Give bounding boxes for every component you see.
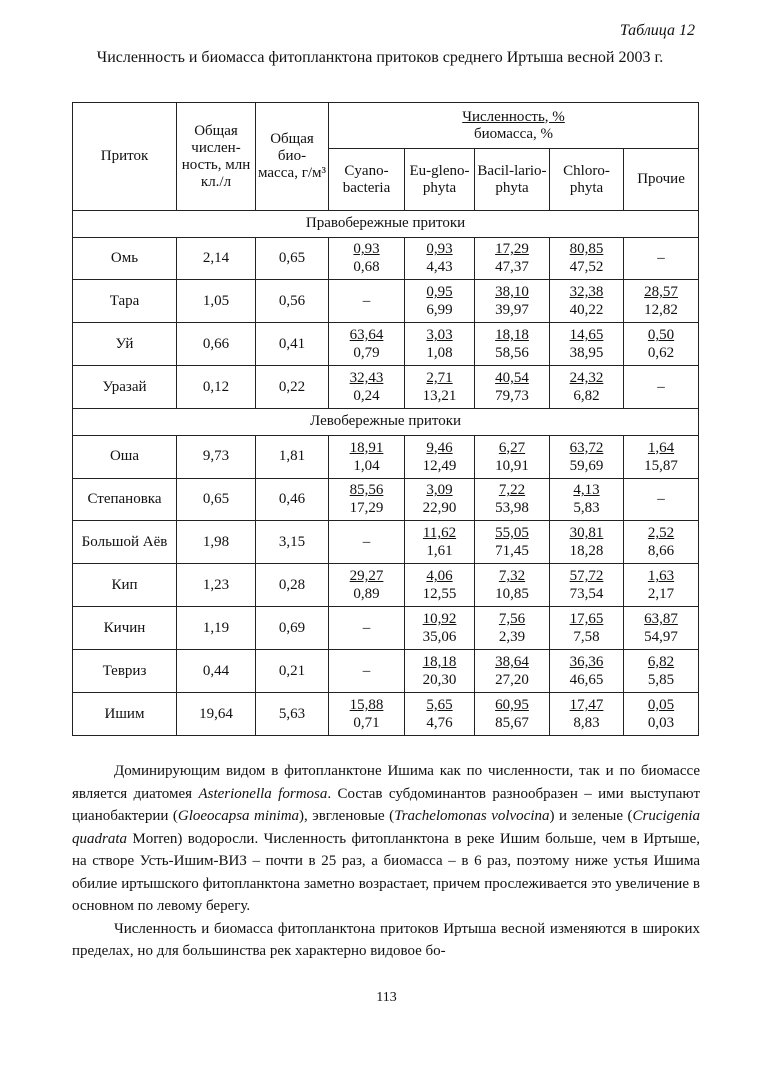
species-name: Gloeocapsa minima xyxy=(177,808,300,824)
value-abundance-percent: 32,43 xyxy=(349,370,384,387)
value-abundance-percent: 2,71 xyxy=(426,370,453,387)
value-abundance-percent: 17,29 xyxy=(495,241,529,258)
cell-bacil xyxy=(475,323,550,366)
cell-river: Уразай xyxy=(73,366,177,409)
value-biomass-percent: 0,62 xyxy=(647,345,675,362)
value-biomass-percent: 0,79 xyxy=(353,345,380,362)
cell-abundance: 0,12 xyxy=(177,366,256,409)
cell-abundance: 2,14 xyxy=(177,237,256,280)
header-group-abundance: Численность, % xyxy=(462,108,565,125)
header-biomass: Общая био-масса, г/м³ xyxy=(256,103,329,211)
value-abundance-percent: 9,46 xyxy=(426,439,453,456)
value-biomass-percent: 18,28 xyxy=(569,543,604,560)
cell-cyano xyxy=(329,435,405,478)
value-biomass-percent: 0,89 xyxy=(353,586,380,603)
cell-river: Уй xyxy=(73,323,177,366)
cell-biomass: 0,41 xyxy=(256,323,329,366)
value-abundance-percent: 18,91 xyxy=(349,439,384,456)
value-abundance-percent: 0,93 xyxy=(426,241,453,258)
header-percent-group xyxy=(329,103,699,149)
header-river: Приток xyxy=(73,103,177,211)
value-biomass-percent: 8,83 xyxy=(573,715,600,731)
cell-other xyxy=(624,693,699,736)
cell-biomass: 3,15 xyxy=(256,521,329,564)
value-biomass-percent: 38,95 xyxy=(569,345,604,362)
value-biomass-percent: 5,85 xyxy=(647,672,675,689)
table-row xyxy=(73,607,699,650)
cell-biomass: 0,65 xyxy=(256,237,329,280)
value-biomass-percent: 54,97 xyxy=(644,629,678,646)
cell-eugl xyxy=(405,607,475,650)
cell-other xyxy=(624,650,699,693)
value-abundance-percent: 28,57 xyxy=(644,284,678,301)
cell-cyano: – xyxy=(329,607,405,650)
value-abundance-percent: 3,03 xyxy=(426,327,453,344)
value-biomass-percent: 6,82 xyxy=(573,388,600,405)
cell-eugl xyxy=(405,323,475,366)
cell-other: – xyxy=(624,366,699,409)
cell-bacil xyxy=(475,280,550,323)
cell-cyano: – xyxy=(329,280,405,323)
cell-river: Большой Аёв xyxy=(73,521,177,564)
cell-abundance: 1,23 xyxy=(177,564,256,607)
cell-abundance: 1,98 xyxy=(177,521,256,564)
cell-biomass: 0,28 xyxy=(256,564,329,607)
cell-chlor xyxy=(550,564,624,607)
value-abundance-percent: 17,47 xyxy=(569,697,604,713)
cell-river: Ишим xyxy=(73,693,177,736)
value-abundance-percent: 6,27 xyxy=(498,439,526,456)
cell-cyano xyxy=(329,323,405,366)
table-row xyxy=(73,366,699,409)
value-abundance-percent: 63,87 xyxy=(644,611,678,628)
cell-chlor xyxy=(550,650,624,693)
cell-bacil xyxy=(475,693,550,736)
value-abundance-percent: 14,65 xyxy=(569,327,604,344)
cell-eugl xyxy=(405,650,475,693)
table-row xyxy=(73,650,699,693)
value-abundance-percent: 15,88 xyxy=(349,697,384,713)
cell-cyano: – xyxy=(329,650,405,693)
table-caption: Численность и биомасса фитопланктона притоков среднего Иртыша весной 2003 г. xyxy=(96,49,664,66)
cell-river: Тара xyxy=(73,280,177,323)
cell-biomass: 0,69 xyxy=(256,607,329,650)
value-biomass-percent: 0,03 xyxy=(647,715,675,731)
body-text xyxy=(72,760,700,963)
value-abundance-percent: 7,22 xyxy=(498,482,526,499)
cell-eugl xyxy=(405,435,475,478)
value-abundance-percent: 4,13 xyxy=(573,482,600,499)
cell-bacil xyxy=(475,478,550,521)
value-biomass-percent: 22,90 xyxy=(422,500,457,517)
value-biomass-percent: 6,99 xyxy=(426,302,453,319)
header-abundance: Общая числен-ность, млн кл./л xyxy=(177,103,256,211)
value-abundance-percent: 40,54 xyxy=(495,370,529,387)
cell-other: – xyxy=(624,237,699,280)
value-biomass-percent: 17,29 xyxy=(349,500,384,517)
cell-other xyxy=(624,323,699,366)
value-abundance-percent: 6,82 xyxy=(647,654,675,671)
value-abundance-percent: 18,18 xyxy=(422,654,457,671)
value-biomass-percent: 8,66 xyxy=(647,543,675,560)
cell-abundance: 9,73 xyxy=(177,435,256,478)
cell-chlor xyxy=(550,521,624,564)
phytoplankton-table xyxy=(72,102,699,736)
value-biomass-percent: 79,73 xyxy=(495,388,529,405)
value-biomass-percent: 1,08 xyxy=(426,345,453,362)
value-biomass-percent: 53,98 xyxy=(495,500,529,517)
cell-cyano xyxy=(329,366,405,409)
value-biomass-percent: 7,58 xyxy=(573,629,600,646)
value-abundance-percent: 11,62 xyxy=(422,525,457,542)
value-biomass-percent: 71,45 xyxy=(495,543,529,560)
table-row xyxy=(73,323,699,366)
cell-chlor xyxy=(550,478,624,521)
cell-chlor xyxy=(550,237,624,280)
cell-river: Омь xyxy=(73,237,177,280)
value-biomass-percent: 1,61 xyxy=(426,543,453,560)
value-biomass-percent: 47,52 xyxy=(569,259,604,276)
cell-abundance: 0,44 xyxy=(177,650,256,693)
cell-biomass: 0,22 xyxy=(256,366,329,409)
cell-bacil xyxy=(475,650,550,693)
cell-chlor xyxy=(550,323,624,366)
value-abundance-percent: 30,81 xyxy=(569,525,604,542)
cell-eugl xyxy=(405,366,475,409)
cell-abundance: 0,65 xyxy=(177,478,256,521)
cell-other xyxy=(624,564,699,607)
value-biomass-percent: 0,71 xyxy=(353,715,380,731)
paragraph-2: Численность и биомасса фитопланктона притоков Иртыша весной изменяются в широких пределах, но для большинства рек характерно видовое бо- xyxy=(72,920,700,959)
section-title: Правобережные притоки xyxy=(73,211,699,238)
value-abundance-percent: 4,06 xyxy=(426,568,453,585)
value-abundance-percent: 80,85 xyxy=(569,241,604,258)
cell-other xyxy=(624,607,699,650)
value-biomass-percent: 46,65 xyxy=(569,672,604,689)
cell-bacil xyxy=(475,435,550,478)
cell-abundance: 0,66 xyxy=(177,323,256,366)
header-group-biomass: биомасса, % xyxy=(473,125,554,142)
cell-eugl xyxy=(405,693,475,736)
table-row xyxy=(73,237,699,280)
cell-bacil xyxy=(475,237,550,280)
value-biomass-percent: 13,21 xyxy=(422,388,457,405)
cell-eugl xyxy=(405,237,475,280)
value-biomass-percent: 2,17 xyxy=(647,586,675,603)
value-biomass-percent: 0,24 xyxy=(353,388,380,405)
table-row xyxy=(73,435,699,478)
cell-biomass: 0,21 xyxy=(256,650,329,693)
cell-bacil xyxy=(475,564,550,607)
cell-biomass: 0,46 xyxy=(256,478,329,521)
header-cyano: Cyano-bacteria xyxy=(329,149,405,211)
value-abundance-percent: 57,72 xyxy=(569,568,604,585)
value-biomass-percent: 27,20 xyxy=(495,672,529,689)
cell-cyano xyxy=(329,693,405,736)
cell-eugl xyxy=(405,564,475,607)
value-abundance-percent: 0,95 xyxy=(426,284,453,301)
cell-other xyxy=(624,280,699,323)
species-name: Crucigenia quadrata xyxy=(72,808,700,847)
value-abundance-percent: 17,65 xyxy=(569,611,604,628)
value-biomass-percent: 10,85 xyxy=(495,586,529,603)
cell-chlor xyxy=(550,693,624,736)
value-abundance-percent: 1,64 xyxy=(647,439,675,456)
cell-cyano xyxy=(329,237,405,280)
value-abundance-percent: 18,18 xyxy=(495,327,529,344)
table-number: Таблица 12 xyxy=(619,22,695,39)
value-abundance-percent: 2,52 xyxy=(647,525,675,542)
value-biomass-percent: 35,06 xyxy=(422,629,457,646)
table-row xyxy=(73,280,699,323)
cell-river: Кип xyxy=(73,564,177,607)
value-abundance-percent: 3,09 xyxy=(426,482,453,499)
cell-bacil xyxy=(475,521,550,564)
value-abundance-percent: 38,10 xyxy=(495,284,529,301)
value-abundance-percent: 29,27 xyxy=(349,568,384,585)
table-row xyxy=(73,478,699,521)
value-abundance-percent: 32,38 xyxy=(569,284,604,301)
value-biomass-percent: 12,49 xyxy=(422,457,457,474)
value-biomass-percent: 12,82 xyxy=(644,302,678,319)
value-abundance-percent: 85,56 xyxy=(349,482,384,499)
value-biomass-percent: 20,30 xyxy=(422,672,457,689)
value-biomass-percent: 1,04 xyxy=(353,457,380,474)
table-row xyxy=(73,564,699,607)
cell-abundance: 1,19 xyxy=(177,607,256,650)
table-row xyxy=(73,521,699,564)
cell-bacil xyxy=(475,607,550,650)
cell-river: Кичин xyxy=(73,607,177,650)
cell-chlor xyxy=(550,366,624,409)
section-title: Левобережные притоки xyxy=(73,409,699,436)
cell-biomass: 0,56 xyxy=(256,280,329,323)
value-abundance-percent: 60,95 xyxy=(495,697,529,713)
value-abundance-percent: 5,65 xyxy=(426,697,453,713)
value-biomass-percent: 4,43 xyxy=(426,259,453,276)
header-other: Прочие xyxy=(624,149,699,211)
page-number: 113 xyxy=(376,990,397,1005)
value-biomass-percent: 59,69 xyxy=(569,457,604,474)
cell-biomass: 1,81 xyxy=(256,435,329,478)
cell-abundance: 1,05 xyxy=(177,280,256,323)
cell-eugl xyxy=(405,280,475,323)
value-biomass-percent: 0,68 xyxy=(353,259,380,276)
value-abundance-percent: 0,93 xyxy=(353,241,380,258)
value-biomass-percent: 73,54 xyxy=(569,586,604,603)
cell-eugl xyxy=(405,478,475,521)
value-abundance-percent: 1,63 xyxy=(647,568,675,585)
value-biomass-percent: 39,97 xyxy=(495,302,529,319)
value-biomass-percent: 5,83 xyxy=(573,500,600,517)
table-body xyxy=(73,211,699,736)
value-biomass-percent: 40,22 xyxy=(569,302,604,319)
value-abundance-percent: 7,56 xyxy=(498,611,526,628)
value-abundance-percent: 36,36 xyxy=(569,654,604,671)
value-abundance-percent: 7,32 xyxy=(498,568,526,585)
value-biomass-percent: 15,87 xyxy=(644,457,678,474)
cell-other xyxy=(624,435,699,478)
cell-chlor xyxy=(550,435,624,478)
value-biomass-percent: 85,67 xyxy=(495,715,529,731)
cell-cyano xyxy=(329,478,405,521)
header-chloro: Chloro-phyta xyxy=(550,149,624,211)
cell-cyano: – xyxy=(329,521,405,564)
table-row xyxy=(73,693,699,736)
value-abundance-percent: 55,05 xyxy=(495,525,529,542)
cell-other xyxy=(624,521,699,564)
cell-river: Оша xyxy=(73,435,177,478)
value-biomass-percent: 4,76 xyxy=(426,715,453,731)
value-biomass-percent: 12,55 xyxy=(422,586,457,603)
species-name: Trachelomonas volvocina xyxy=(394,808,550,824)
cell-biomass: 5,63 xyxy=(256,693,329,736)
cell-other: – xyxy=(624,478,699,521)
cell-eugl xyxy=(405,521,475,564)
value-abundance-percent: 24,32 xyxy=(569,370,604,387)
value-biomass-percent: 58,56 xyxy=(495,345,529,362)
cell-river: Тевриз xyxy=(73,650,177,693)
value-abundance-percent: 0,50 xyxy=(647,327,675,344)
cell-abundance: 19,64 xyxy=(177,693,256,736)
species-name: Asterionella formosa xyxy=(198,785,328,802)
value-abundance-percent: 63,64 xyxy=(349,327,384,344)
value-biomass-percent: 10,91 xyxy=(495,457,529,474)
value-biomass-percent: 2,39 xyxy=(498,629,526,646)
value-abundance-percent: 63,72 xyxy=(569,439,604,456)
cell-chlor xyxy=(550,607,624,650)
cell-chlor xyxy=(550,280,624,323)
value-abundance-percent: 0,05 xyxy=(647,697,675,713)
paragraph-1: Доминирующим видом в фитопланктоне Ишима как по численности, так и по биомассе является диатомея Asterionella formosa. Состав субдоминантов разнообразен – ими выступают цианобактерии (Gloeocapsa minima), эвгленовые (Trachelomonas volvocina) и зеленые (Crucigenia quadrata Morren) водоросли. Численность фитопланктона в реке Ишим больше, чем в Иртыше, на створе Усть-Ишим-ВИЗ – почти в 25 раз, а биомасса – в 6 раз, поэтому ниже устья Ишима обилие иртышского фитопланктона заметно возрастает, причем прослеживается это увеличение в основном по левому берегу. xyxy=(72,763,700,914)
cell-bacil xyxy=(475,366,550,409)
value-abundance-percent: 38,64 xyxy=(495,654,529,671)
cell-river: Степановка xyxy=(73,478,177,521)
cell-cyano xyxy=(329,564,405,607)
value-biomass-percent: 47,37 xyxy=(495,259,529,276)
header-eugleno: Eu-gleno-phyta xyxy=(405,149,475,211)
header-bacil: Bacil-lario-phyta xyxy=(475,149,550,211)
value-abundance-percent: 10,92 xyxy=(422,611,457,628)
